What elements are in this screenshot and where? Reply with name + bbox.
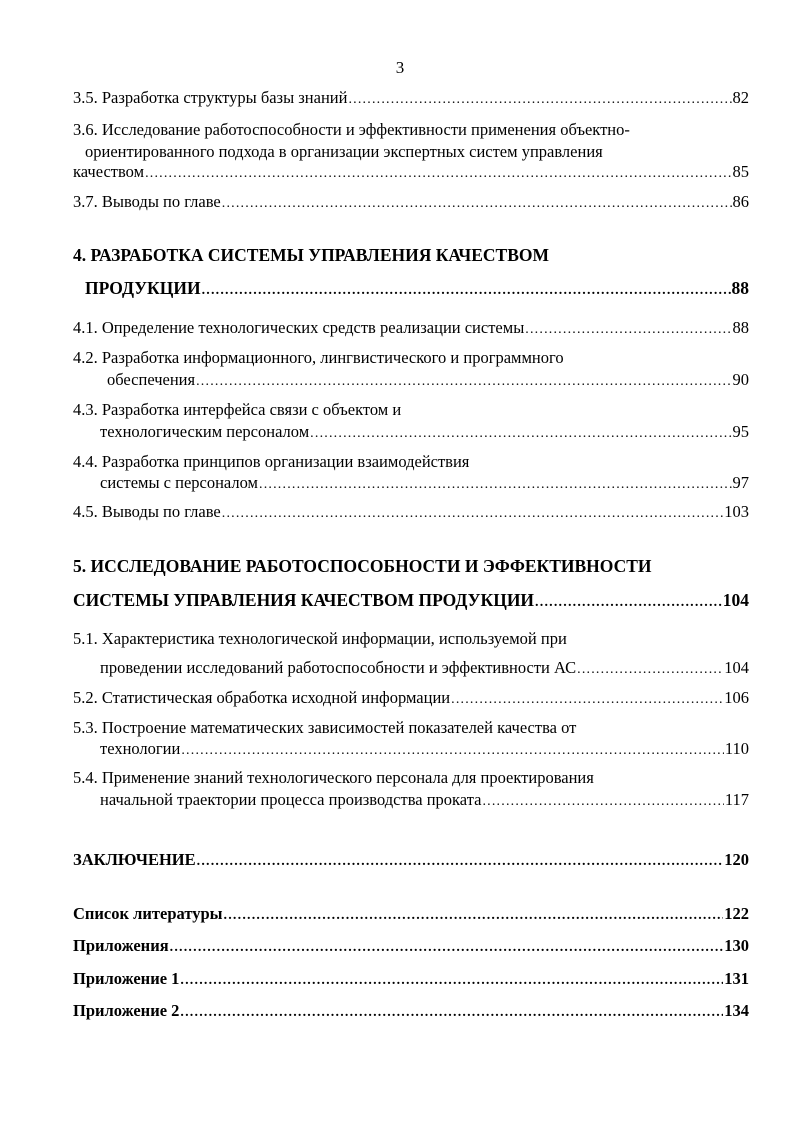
toc-entry-title-line2: технологии: [100, 739, 181, 758]
dot-leader: [196, 372, 731, 392]
toc-page-number: 104: [724, 658, 749, 677]
toc-entry-title-line2: ориентированного подхода в организации экспертных систем управления: [85, 142, 603, 161]
dot-leader: [145, 164, 731, 184]
toc-chapter-title-line2: ПРОДУКЦИИ: [85, 278, 201, 298]
toc-page-number: 85: [732, 162, 749, 181]
toc-entry-title: Приложения: [73, 936, 169, 955]
toc-page-number: 131: [724, 969, 749, 988]
toc-entry-title-line2: обеспечения: [107, 370, 196, 389]
toc-entry-title-line1: 5.4. Применение знаний технологического персонала для проектирования: [73, 768, 594, 787]
toc-page-number: 110: [724, 739, 749, 758]
toc-entry-title-line1: 4.4. Разработка принципов организации взаимодействия: [73, 452, 470, 471]
toc-page-number: 90: [732, 370, 749, 389]
toc-entry-title-line2: системы с персоналом: [100, 473, 258, 492]
dot-leader: [222, 504, 724, 524]
dot-leader: [310, 424, 731, 444]
toc-chapter-title-line1: 4. РАЗРАБОТКА СИСТЕМЫ УПРАВЛЕНИЯ КАЧЕСТВОМ: [73, 245, 550, 265]
toc-page-number: 120: [724, 850, 749, 869]
toc-entry-title-line1: 3.6. Исследование работоспособности и эффективности применения объектно-: [73, 120, 630, 139]
toc-entry-title: 3.7. Выводы по главе: [73, 192, 221, 211]
toc-page-number: 103: [724, 502, 749, 521]
dot-leader: [197, 852, 724, 872]
toc-entry-title-line1: 4.3. Разработка интерфейса связи с объектом и: [73, 400, 402, 419]
page-number: 3: [395, 58, 405, 77]
toc-entry-title-line1: 4.2. Разработка информационного, лингвистического и программного: [73, 348, 564, 367]
toc-page-number: 86: [732, 192, 749, 211]
toc-page-number: 122: [724, 904, 749, 923]
dot-leader: [348, 90, 731, 110]
toc-entry-title-line3: качеством: [73, 162, 145, 181]
toc-entry-title: 3.5. Разработка структуры базы знаний: [73, 88, 348, 107]
dot-leader: [222, 194, 732, 214]
toc-entry-title-line1: 5.1. Характеристика технологической информации, используемой при: [73, 629, 567, 648]
dot-leader: [577, 660, 723, 680]
toc-entry-title: Приложение 1: [73, 969, 180, 988]
toc-chapter-title-line2: СИСТЕМЫ УПРАВЛЕНИЯ КАЧЕСТВОМ ПРОДУКЦИИ: [73, 590, 535, 610]
toc-entry-title: ЗАКЛЮЧЕНИЕ: [73, 850, 196, 869]
toc-entry-title: Приложение 2: [73, 1001, 180, 1020]
toc-entry-title-line2: начальной траектории процесса производства проката: [100, 790, 482, 809]
toc-page-number: 82: [732, 88, 749, 107]
toc-chapter-title-line1: 5. ИССЛЕДОВАНИЕ РАБОТОСПОСОБНОСТИ И ЭФФЕКТИВНОСТИ: [73, 556, 652, 576]
dot-leader: [535, 593, 722, 613]
toc-page-number: 88: [732, 318, 749, 337]
toc-page-number: 130: [724, 936, 749, 955]
toc-page-number: 117: [724, 790, 749, 809]
toc-page-number: 97: [732, 473, 749, 492]
toc-page-number: 88: [731, 278, 749, 298]
toc-entry-title-line2: проведении исследований работоспособности и эффективности АС: [100, 658, 577, 677]
toc-entry-title: 4.5. Выводы по главе: [73, 502, 221, 521]
dot-leader: [181, 741, 724, 761]
toc-page-number: 106: [724, 688, 749, 707]
dot-leader: [259, 475, 732, 495]
dot-leader: [482, 792, 723, 812]
toc-entry-title: Список литературы: [73, 904, 223, 923]
dot-leader: [525, 320, 731, 340]
dot-leader: [451, 690, 723, 710]
toc-entry-title: 5.2. Статистическая обработка исходной информации: [73, 688, 451, 707]
dot-leader: [180, 1003, 723, 1023]
dot-leader: [224, 906, 724, 926]
toc-page-number: 104: [722, 590, 749, 610]
dot-leader: [180, 971, 723, 991]
toc-entry-title-line2: технологическим персоналом: [100, 422, 310, 441]
dot-leader: [202, 281, 731, 301]
toc-page-number: 134: [724, 1001, 749, 1020]
toc-page-number: 95: [732, 422, 749, 441]
toc-entry-title-line1: 5.3. Построение математических зависимостей показателей качества от: [73, 718, 577, 737]
toc-entry-title: 4.1. Определение технологических средств реализации системы: [73, 318, 525, 337]
dot-leader: [170, 938, 724, 958]
